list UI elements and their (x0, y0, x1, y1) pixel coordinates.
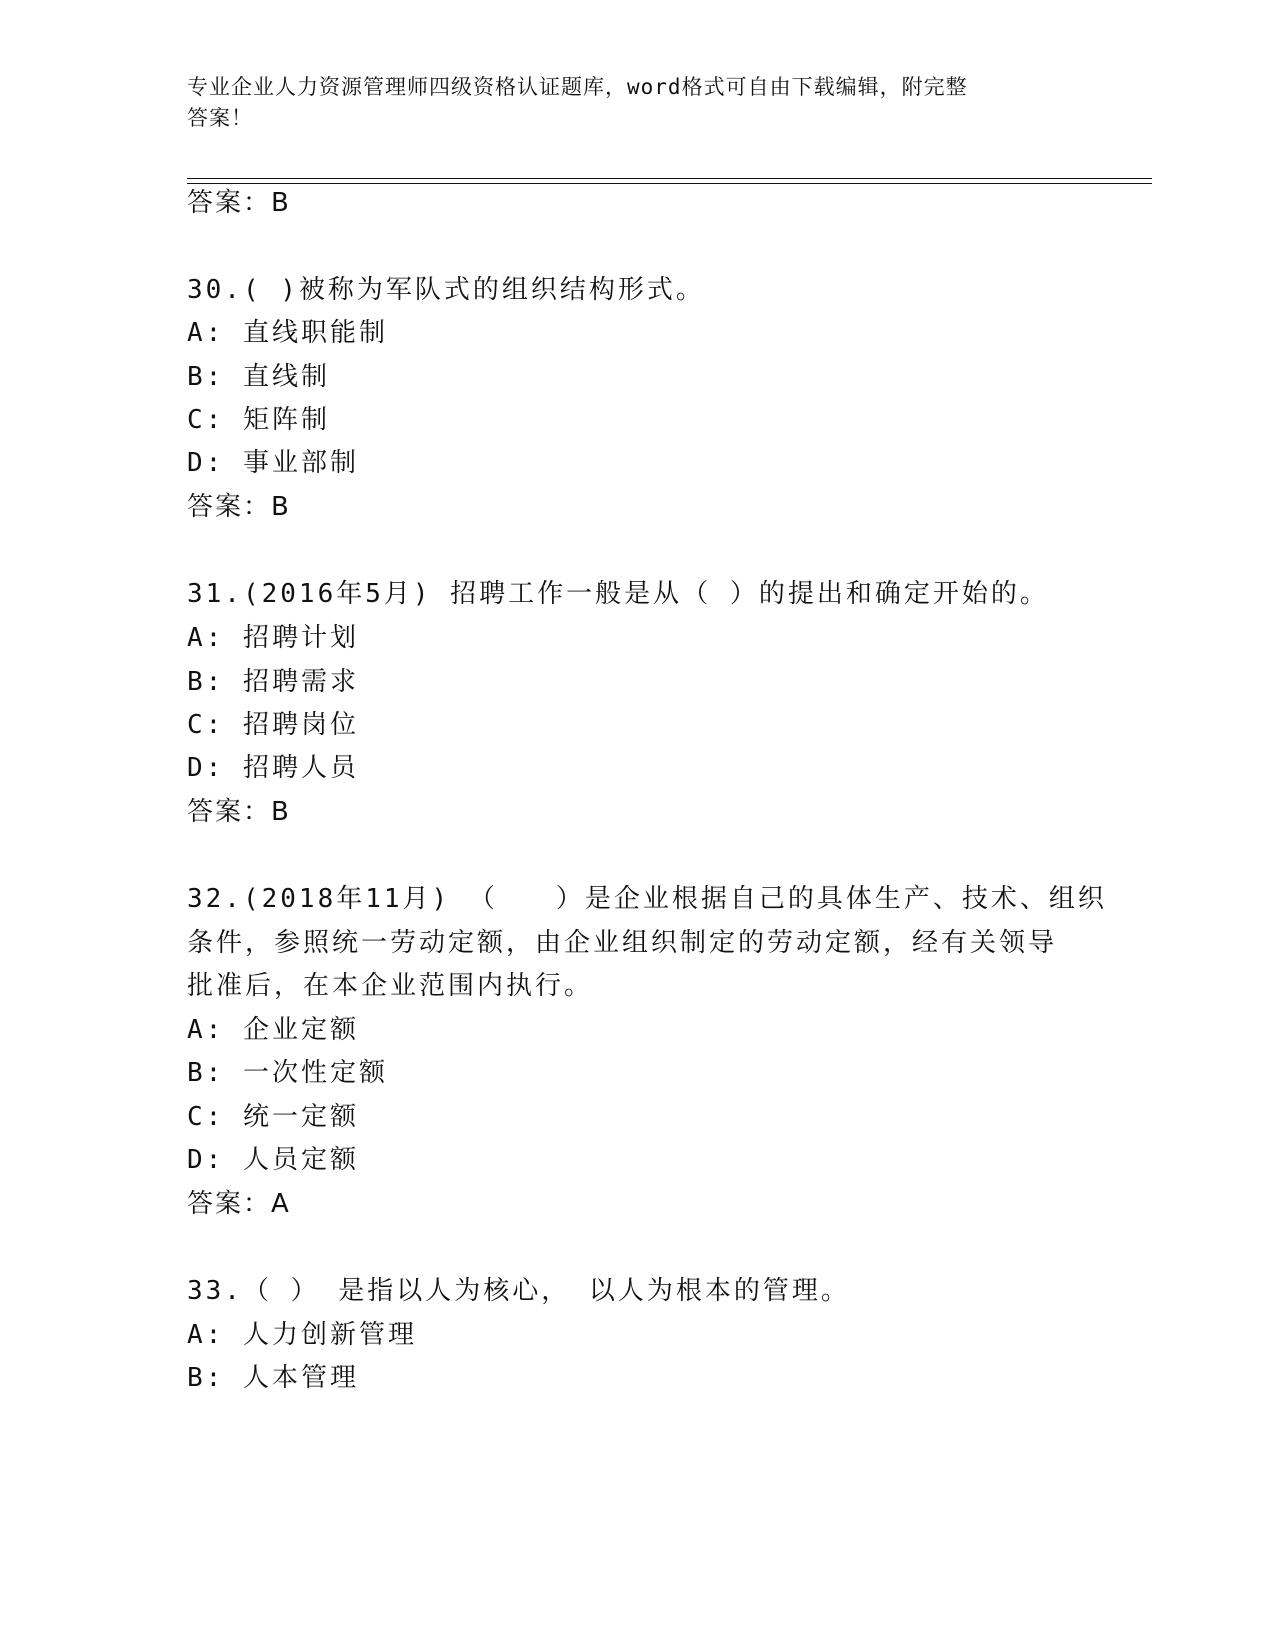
question-32-option-c: C: 统一定额 (187, 1102, 359, 1132)
question-32-option-b: B: 一次性定额 (187, 1058, 388, 1088)
header-divider-top (187, 178, 1152, 179)
question-33-stem: 33.（ ） 是指以人为核心， 以人为根本的管理。 (187, 1276, 850, 1306)
answer-29: 答案：B (187, 188, 291, 218)
question-30-answer: 答案：B (187, 492, 291, 522)
header-divider-bottom (187, 183, 1152, 184)
question-30-option-d: D: 事业部制 (187, 448, 359, 478)
question-32-option-d: D: 人员定额 (187, 1145, 359, 1175)
document-header (187, 72, 1067, 134)
question-32-answer: 答案：A (187, 1189, 291, 1219)
header-line-1: 专业企业人力资源管理师四级资格认证题库，word格式可自由下载编辑，附完整 (187, 75, 968, 99)
question-31-option-c: C: 招聘岗位 (187, 710, 359, 740)
question-31-option-d: D: 招聘人员 (187, 753, 359, 783)
question-30-option-a: A: 直线职能制 (187, 318, 388, 348)
question-31-option-a: A: 招聘计划 (187, 623, 359, 653)
question-32-stem-line-2: 条件，参照统一劳动定额，由企业组织制定的劳动定额，经有关领导 (187, 928, 1058, 958)
question-32-stem-line-3: 批准后，在本企业范围内执行。 (187, 971, 594, 1001)
header-line-2: 答案！ (187, 106, 253, 130)
question-31-option-b: B: 招聘需求 (187, 667, 359, 697)
question-30-option-c: C: 矩阵制 (187, 405, 330, 435)
question-31-stem: 31.(2016年5月) 招聘工作一般是从（ ）的提出和确定开始的。 (187, 579, 1049, 609)
question-30-stem: 30.( )被称为军队式的组织结构形式。 (187, 275, 705, 305)
question-31-answer: 答案：B (187, 797, 291, 827)
question-30-option-b: B: 直线制 (187, 362, 330, 392)
question-32-stem-line-1: 32.(2018年11月) （ ）是企业根据自己的具体生产、技术、组织 (187, 884, 1107, 914)
question-33-option-b: B: 人本管理 (187, 1363, 359, 1393)
question-33-option-a: A: 人力创新管理 (187, 1320, 417, 1350)
question-32-option-a: A: 企业定额 (187, 1015, 359, 1045)
